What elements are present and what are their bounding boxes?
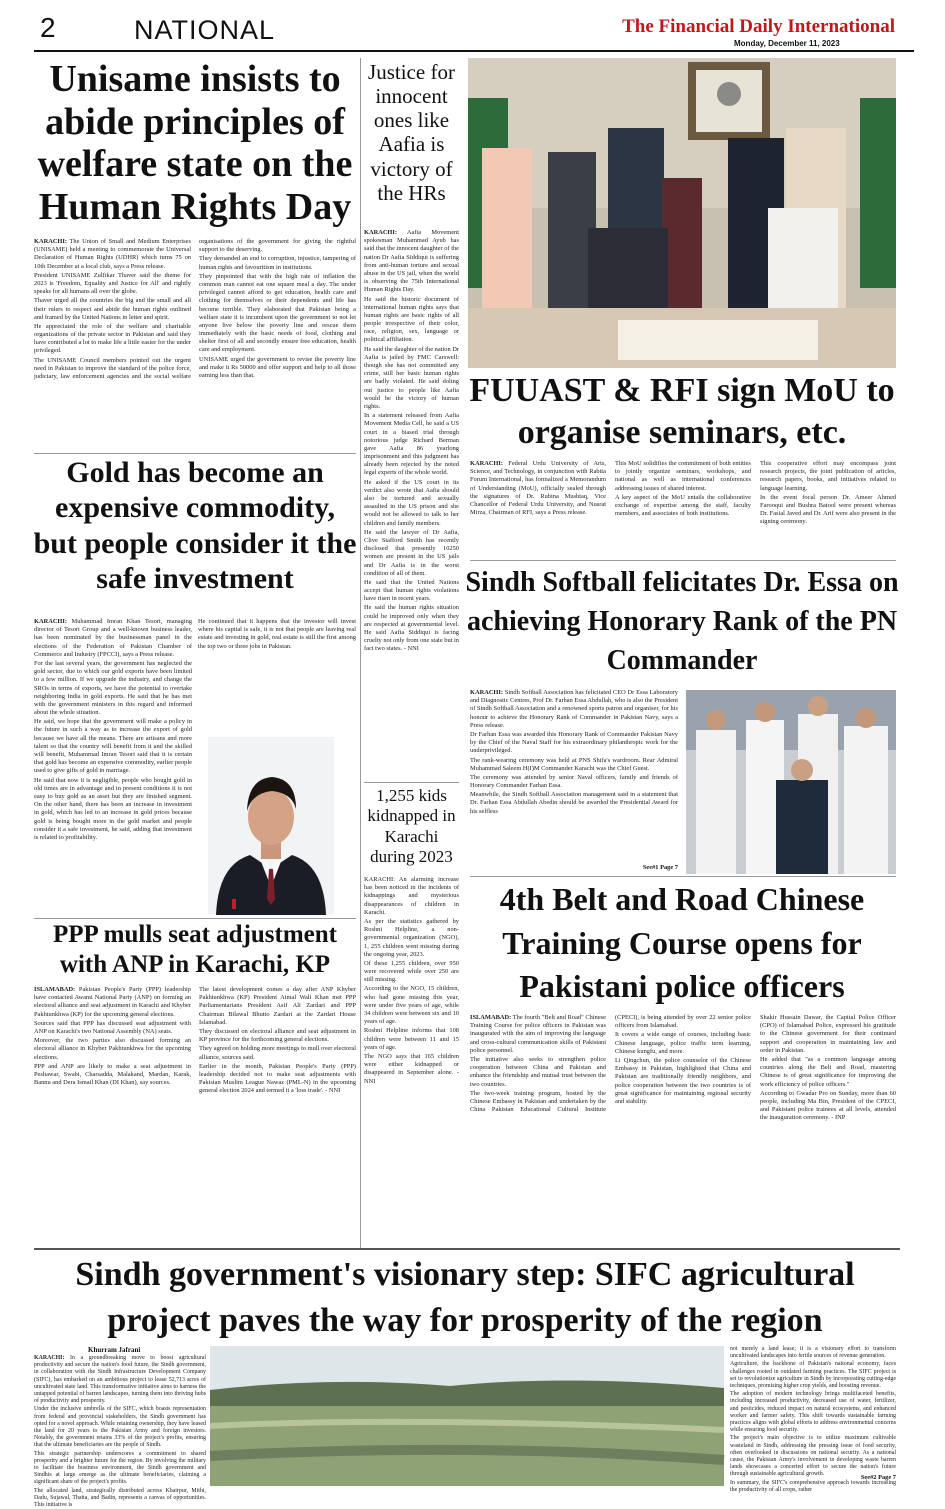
kids-headline: 1,255 kids kidnapped in Karachi during 2023: [367, 786, 456, 867]
divider: [34, 453, 356, 454]
column-rule: [360, 58, 361, 1248]
fuuast-headline: FUUAST & RFI sign MoU to organise seminars, etc.: [469, 372, 895, 452]
aafia-body: KARACHI: Aafia Movement spokesman Muhammad Ayub has said that the innocent daughter of the nation Dr Aafia Siddiqui is suffering from anti-human torture and sexual abuse in the US jail, when the world is observing the 75th International Human Rights Day. He said the historic document of international human rights says that human rights are basic rights of all people irrespective of their color, race, religion, sex, language or political affiliation. He said the daughter of the nation Dr Aafia is jailed by FMC Carswell: though she has not committed any crime, still her basic human rights are badly violated. He said doling out justice to people like Aafia would be the victory of human rights. In a statement released from Aafia Movement Media Cell, he said a US court in a biased trial through notorious judge Richard Berman gave Aafia 86 yearlong imprisonment and this judgment has already been rejected by the noted legal experts of the whole world. He asked if the US court in its verdict also wrote that Aafia should also be tortured and sexually assaulted in the US prison and she would not be allowed to talk to her children and family members. He said the lawyer of Dr Aafia, Clive Stafford Smith has recently disclosed that presently 10250 women are present in the US jails and Dr Aafia is in the worst condition of all of them. He said that the United Nations accept that human rights violations have risen in recent years. He said the human rights situation could be improved only when they are respected at governmental level. He said Aafia Siddiqui is facing cruelty not only from one state but in fact two states. - NNI: [364, 229, 460, 653]
softball-body: KARACHI: Sindh Softball Association has felicitated CEO Dr Essa Laboratory and Diagnostic Centres, Prof Dr. Farhan Essa Abdullah, who is also the President of Sindh Softball Association and a renowned sports patron and organiser, for his honour to achieve the Honorary Rank of Commander in Pakistan Navy, says a Press release. Dr Farhan Essa was awarded this Honorary Rank of Commander Pakistan Navy by the Chief of the Naval Staff for his extraordinary philanthropic work for the underprivileged. The rank-wearing ceremony was held at PNS Shifa's wardroom. Rear Admiral Muhammad Saleem H(I)M Commander Karachi was the Chief Guest. The ceremony was attended by senior Naval officers, family and friends of Honorary Commander Farhan Essa. Meanwhile, the Sindh Softball Association management said in a statement that Dr. Farhan Essa Abdullah Abedin should be awarded the Presidential Award for his selfless: [470, 689, 678, 815]
mou-signing-photo: [468, 58, 896, 368]
navy-ceremony-photo: [686, 690, 896, 874]
ppp-body: ISLAMABAD: Pakistan People's Party (PPP) leadership have contacted Awami National Party (ANP) on forming an electoral alliance and seat adjustment in Karachi and Khyber Pakhtunkhwa (KP) for the upcoming general elections. Sources said that PPP has discussed seat adjustment with ANP on Karachi's two National Assembly (NA) seats. Moreover, the two parties also discussed forming an electoral alliance in Khyber Pakhtunkhwa for the upcoming elections. PPP and ANP are likely to make a seat adjustment in Peshawar, Swabi, Charsadda, Malakand, Mardan, Karak, Bannu and Dera Ismail Khan (DI Khan), say sources. The latest development comes a day after ANP Khyber Pakhtunkhwa (KP) President Aimal Wali Khan met PPP Parliamentarians President Asif Ali Zardari and PPP Chairman Bilawal Bhutto Zardari at the Zardari House Islamabad. They discussed on electoral alliance and seat adjustment in KP province for the forthcoming general elections. They agreed on holding more meetings to mull over electoral alliance, sources said. Earlier in the month, Pakistan People's Party (PPP) leadership decided not to make seat adjustments with Pakistan Muslim League Nawaz (PML-N) in the upcoming general election 2024 and termed it a 'loss trade'. - NNI: [34, 986, 356, 1095]
sifc-body-right: not merely a land lease; it is a visionary effort to transform uncultivated landscapes into fertile sources of revenue generation. Agriculture, the backbone of Pakistan's national economy, faces challenges rooted in outdated farming practices. The SIFC project is set to revolutionize agriculture in Sindh by incorporating cutting-edge techniques, promising higher crop yields, and boosting revenue. The adoption of modern technology brings multifaceted benefits, including increased productivity, decreased use of water, fertilizer, and pesticides, reduced impact on natural ecosystems, and enhanced worker and farmer safety. This shift towards sustainable farming practices aligns with global efforts to address environmental concerns while ensuring food security. The project's main objective is to utilize maximum cultivable wasteland in Sindh, addressing the pressing issue of food security, often overlooked in discussions on national security. As a national cause, the Pakistan Army's involvement in developing waste barren lands showcases a concerted effort to secure the nation's future through sustainable agricultural growth. In summary, the SIFC's comprehensive approach towards increasing the productivity of all crops, rather: [730, 1346, 896, 1493]
page-header: [0, 0, 945, 56]
aafia-headline: Justice for innocent ones like Aafia is victory of the HRs: [368, 60, 455, 205]
issue-date: Monday, December 11, 2023: [734, 39, 840, 48]
divider: [34, 1248, 900, 1250]
unisame-headline: Unisame insists to abide principles of welfare state on the Human Rights Day: [37, 58, 353, 228]
page-number: 2: [40, 12, 56, 43]
section-name: NATIONAL: [134, 15, 276, 45]
divider: [470, 560, 896, 561]
divider: [364, 782, 459, 783]
softball-headline: Sindh Softball felicitates Dr. Essa on achieving Honorary Rank of the PN Commander: [465, 567, 899, 677]
gold-headline: Gold has become an expensive commodity, but people consider it the safe investment: [33, 456, 357, 596]
gold-body-right: He continued that it happens that the investor will invest where his capital is safe, it is not that people are leaving real estate and investing in gold, real estate is still the first among the top two or three jobs in Pakistan.: [198, 618, 356, 650]
masthead: The Financial Daily International: [622, 16, 895, 37]
divider: [34, 918, 356, 919]
header-rule: [34, 50, 914, 52]
softball-continued: See#1 Page 7: [642, 864, 678, 871]
sifc-continued: See#2 Page 7: [860, 1474, 896, 1481]
belt-road-body: ISLAMABAD: The fourth "Belt and Road" Chinese Training Course for police officers in Pakistan was inaugurated with the aim of improving the language and cross-cultural communication skills of Pakistani police personnel. The initiative also seeks to strengthen police cooperation between China and Pakistan and enhance the friendship and mutual trust between the two countries. The two-week training program, hosted by the Chinese Embassy in Pakistan and undertaken by the China Pakistan Educational Cultural Institute (CPECI), is being attended by over 22 senior police officers from Islamabad. It covers a wide range of courses, including basic Chinese language, police traffic term learning, Chinese kungfu, and more. Li Qingchun, the police counselor of the Chinese Embassy in Pakistan, highlighted that China and Pakistan are traditionally friendly neighbors, and police cooperation between the two countries is of great significance for maintaining regional security and stability. Shakir Hussain Dawar, the Capital Police Officer (CPO) of Islamabad Police, expressed his gratitude to the Chinese government for their continued support and cooperation in maintaining law and order in Pakistan. He added that "as a common language among countries along the Belt and Road, mastering Chinese is of great significance for improving the work efficiency of police officers." According to Gwadar Pro on Sunday, more than 60 people, including Ma Bin, President of the CPECI, and Pakistani police trainees at all levels, attended the inauguration ceremony. - INP: [470, 1014, 896, 1122]
sindh-land-photo: [210, 1346, 724, 1486]
ppp-headline: PPP mulls seat adjustment with ANP in Karachi, KP: [52, 921, 338, 978]
tesori-portrait-photo: [208, 737, 334, 915]
gold-body-left: KARACHI: Muhammad Imran Khan Tesori, managing director of Tesori Group and a well-known business leader, has been nominated by the businessman panel in the elections of the Federation of Pakistan Chamber of Commerce and Industry (FPCCI), says a Press release. For the last several years, the government has neglected the gold sector, due to which our gold exports have been limited to a few million. If we upgrade the industry, and change the SROs in terms of exports, we have the potential to overtake neighboring India in gold exports. He said that he has met with the government ministers in this regard and informed about the whole situation. He said, we hope that the government will make a policy in the future in such a way as to increase the export of gold because we have all the means. There are artisans and more talent so that the country will benefit from it and the skilled will benefit, Muhammad Imran Tesori said that it is certain that gold has become an expensive commodity, earlier people used to give gifts of gold in marriage. He said that now it is negligible, people who bought gold in old times are in advantage and in present conditions it is not easy to buy gold as an asset but they are finished segment. On the other hand, there has been an increase in investment in gold, which has led to an increase in gold prices because gold is being bought more in the gold market and people consider it a safe investment, he said, adding that investment is related to profitability.: [34, 618, 192, 841]
belt-road-headline: 4th Belt and Road Chinese Training Course opens for Pakistani police officers: [499, 881, 865, 1005]
divider: [470, 876, 896, 877]
sifc-byline: Khurram Jafrani: [88, 1346, 141, 1354]
kids-body: KARACHI: An alarming increase has been noticed in the incidents of kidnappings and mysterious disappearances of children in Karachi. As per the statistics gathered by Roshni Helpline, a non-governmental organization (NGO), 1, 255 children went missing during the ongoing year, 2023. Of these 1,255 children, over 950 were recovered while over 250 are still missing. According to the NGO, 15 children, who had gone missing this year, were under five years of age, while 34 children were between six and 10 years of age. Roshni Helpline informs that 108 children were between 11 and 15 years of age. The NGO says that 165 children were either kidnapped or disappeared in September alone. - NNI: [364, 876, 459, 1085]
sifc-body-left: KARACHI: In a groundbreaking move to boost agricultural productivity and secure the nation's food future, the Sindh government, in collaboration with the Sindh Infrastructure Development Company (SIFC), has embarked on an ambitious project to lease 52,713 acres of uncultivated state land. This transformative initiative aims to harness the untapped potential of barren landscapes, turning them into thriving hubs of productivity and prosperity. Under the inclusive umbrella of the SIFC, which boasts representation from federal and provincial stakeholders, the Sindh government has opted for a novel approach. While retaining ownership, they have leased the land for 20 years to the Pakistan Army and foreign investors. Notably, the government retains 33% of the project's profits, ensuring that the ultimate beneficiaries are the people of Sindh. This strategic partnership underscores a commitment to shared prosperity and a brighter future for the region. By involving the military to facilitate the business environment, the Sindh government and Sindhis at large emerge as the ultimate beneficiaries, claiming a significant share of the project's profits. The allocated land, strategically distributed across Khairpur, Mithi, Dadu, Sujawal, Thatta, and Badin, represents a canvas of opportunities. This initiative is: [34, 1355, 206, 1509]
fuuast-body: KARACHI: Federal Urdu University of Arts, Science, and Technology, in conjunction with Rabita Forum International, has formalized a Memorandum of Understanding (MoU), officially sealed through the signatures of Dr. Rubina Mushtaq, Vice Chancellor of Federal Urdu University, and Nusrat Mirza, Chairman of RFI, says a Press release. This MoU solidifies the commitment of both entities to jointly organize seminars, workshops, and national as well as international conferences addressing issues of shared interest. A key aspect of the MoU entails the collaborative exchange of expertise among the staff, faculty members, and associates of both institutions. This cooperative effort may encompass joint research projects, the joint publication of articles, research papers, books, and initiatives related to language learning. In the event focal person Dr. Ameer Ahmed Farooqui and Bushra Batool were present whereas Dr. Fasial Javed and Dr. Arif were also present in the signing ceremony.: [470, 460, 896, 526]
sifc-headline: Sindh government's visionary step: SIFC agricultural project paves the way for prosperity of the region: [75, 1256, 855, 1339]
unisame-body: KARACHI: The Union of Small and Medium Enterprises (UNISAME) held a meeting to commemorate the Universal Declaration of Human Rights (UDHR) which turns 75 on 10th December at a local club, says a Press release. President UNISAME Zulfikar Thaver said the theme for 2023 is 'Freedom, Equality and Justice for All' and rightly speaks for all humans all over the globe. Thaver urged all the countries the big and the small and all their rulers to respect and abide the human rights outlined and framed by the United Nations in letter and spirit. He appreciated the role of the welfare and charitable organizations of the private sector in Pakistan and said they have contributed a lot to make life a little easier for the under privileged. The UNISAME Council members pointed out the urgent need in Pakistan to improve the standard of the police force, judiciary, law enforcement agencies and the social welfare organisations of the government for giving the rightful support to the deserving. They demanded an end to corruption, injustice, tampering of human rights and favouritism in institutions. They pinpointed that with the high rate of inflation the common man cannot eat one square meal a day. The under privileged cannot afford to get education, health care and clothing for themselves or their dependents and life has become terrible. They elaborated that Pakistan being a welfare state it is incumbent upon the government to not let anyone live below the poverty line and rescue them immediately with the basic needs of food, clothing and shelter first of all and secondly ensure free education, health care and employment. UNISAME urged the government to revise the poverty line and make it Rs 50000 and offer support and help to all those earning less than that.: [34, 238, 356, 380]
